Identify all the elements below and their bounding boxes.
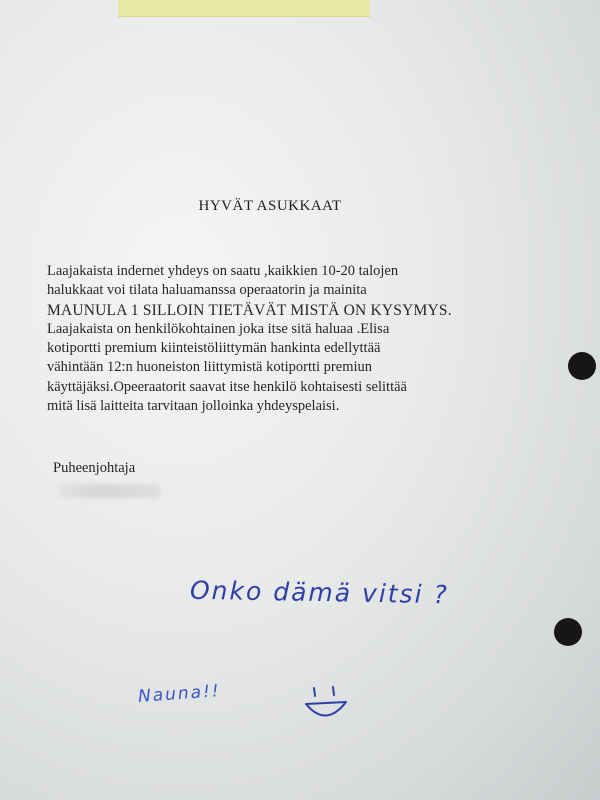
body-line: mitä lisä laitteita tarvitaan jolloinka yhdeyspelaisi. xyxy=(47,398,340,415)
body-line: Laajakaista on henkilökohtainen joka itse sitä haluaa .Elisa xyxy=(47,320,390,337)
signature-name-redacted xyxy=(58,484,160,498)
body-line: kotiportti premium kiinteistöliittymän hankinta edellyttää xyxy=(47,340,381,357)
tape-strip xyxy=(118,0,370,17)
body-line: MAUNULA 1 SILLOIN TIETÄVÄT MISTÄ ON KYSYMYS. xyxy=(47,301,452,319)
body-line: vähintään 12:n huoneiston liittymistä kotiportti premiun xyxy=(47,359,373,376)
smiley-face-icon xyxy=(300,682,352,724)
body-line: Laajakaista indernet yhdeys on saatu ,kaikkien 10-20 talojen xyxy=(47,263,399,279)
punch-hole xyxy=(554,618,582,646)
punch-hole xyxy=(568,352,596,380)
notice-title: HYVÄT ASUKKAAT xyxy=(198,198,342,214)
notice-body xyxy=(47,262,517,416)
handwritten-question: Onko dämä vitsi ? xyxy=(189,575,450,610)
body-line: käyttäjäksi.Opeeraatorit saavat itse henkilö kohtaisesti selittää xyxy=(47,378,407,395)
handwritten-reply: Nauna!! xyxy=(137,681,222,707)
signature-title: Puheenjohtaja xyxy=(53,460,136,476)
body-line: halukkaat voi tilata haluamanssa operaatorin ja mainita xyxy=(47,282,367,299)
